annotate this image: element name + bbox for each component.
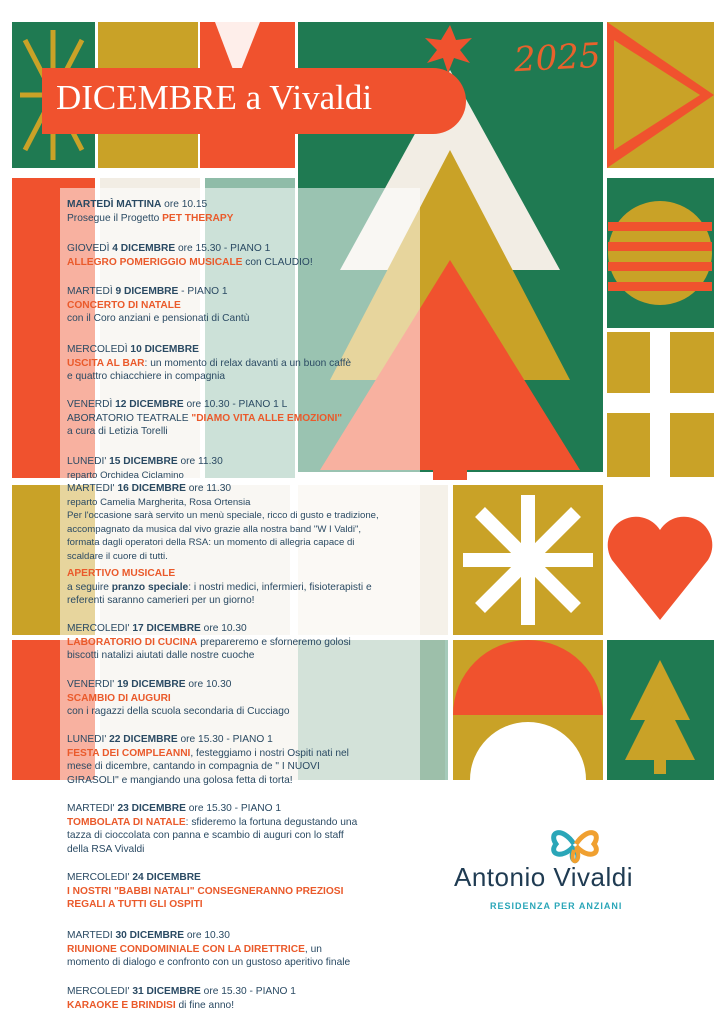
event-item: MERCOLEDI' 24 DICEMBRE I NOSTRI "BABBI NATALI" CONSEGNERANNO PREZIOSI REGALI A TUTTI GLI OSPITI [67,872,344,910]
event-item: MARTEDI' 16 DICEMBRE ore 11.30 reparto Camelia Margherita, Rosa Ortensia Per l'occasione sarà servito un menù speciale, ricco di gusto e tradizione, accompagnato da musica dal vivo grazie alla nostra band "W I Valdi", formata dagli operatori della RSA: un momento di allegria capace di scaldare il cuore di tutti. [67,483,379,562]
event-item: MARTEDÌ 9 DICEMBRE - PIANO 1 CONCERTO DI NATALE con il Coro anziani e pensionati di Cantù [67,286,250,324]
event-item: MERCOLEDI' 31 DICEMBRE ore 15.30 - PIANO 1 KARAOKE E BRINDISI di fine anno! [67,986,296,1011]
logo-subtitle: RESIDENZA PER ANZIANI [490,901,623,911]
event-item: GIOVEDÌ 4 DICEMBRE ore 15.30 - PIANO 1 ALLEGRO POMERIGGIO MUSICALE con CLAUDIO! [67,243,313,268]
event-item: MARTEDÌ MATTINA ore 10.15 Prosegue il Progetto PET THERAPY [67,199,234,224]
event-item: MERCOLEDÌ 10 DICEMBRE USCITA AL BAR: un momento di relax davanti a un buon caffè e quattro chiacchiere in compagnia [67,344,352,382]
event-item: MERCOLEDI' 17 DICEMBRE ore 10.30 LABORATORIO DI CUCINA prepareremo e sforneremo golosi biscotti natalizi aiutati dalle nostre cuoche [67,623,351,661]
event-item: LUNEDI' 15 DICEMBRE ore 11.30 reparto Orchidea Ciclamino [67,456,223,481]
event-item: APERTIVO MUSICALE a seguire pranzo speciale: i nostri medici, infermieri, fisioterapisti e referenti saranno camerieri per un giorno! [67,568,372,606]
logo-name: Antonio Vivaldi [454,862,634,892]
event-item: LUNEDI' 22 DICEMBRE ore 15.30 - PIANO 1 FESTA DEI COMPLEANNI, festeggiamo i nostri Ospiti nati nel mese di dicembre, cantando in compagnia de " I NUOVI GIRASOLI" e mangiando una golosa fetta di torta! [67,734,349,786]
year-label: 2025 [513,35,602,81]
page-title: DICEMBRE a Vivaldi [56,78,373,117]
event-item: MARTEDI' 23 DICEMBRE ore 15.30 - PIANO 1 TOMBOLATA DI NATALE: sfideremo la fortuna degustando una tazza di cioccolata con panna e scambio di auguri con lo staff della RSA Vivaldi [67,803,358,855]
event-item: VENERDI' 19 DICEMBRE ore 10.30 SCAMBIO DI AUGURI con i ragazzi della scuola secondaria di Cucciago [67,679,290,717]
event-item: MARTEDI 30 DICEMBRE ore 10.30 RIUNIONE CONDOMINIALE CON LA DIRETTRICE, un momento di dialogo e confronto con un gustoso aperitivo finale [67,930,351,968]
event-item: VENERDÌ 12 DICEMBRE ore 10.30 - PIANO 1 L ABORATORIO TEATRALE "DIAMO VITA ALLE EMOZIONI" a cura di Letizia Torelli [67,399,343,437]
